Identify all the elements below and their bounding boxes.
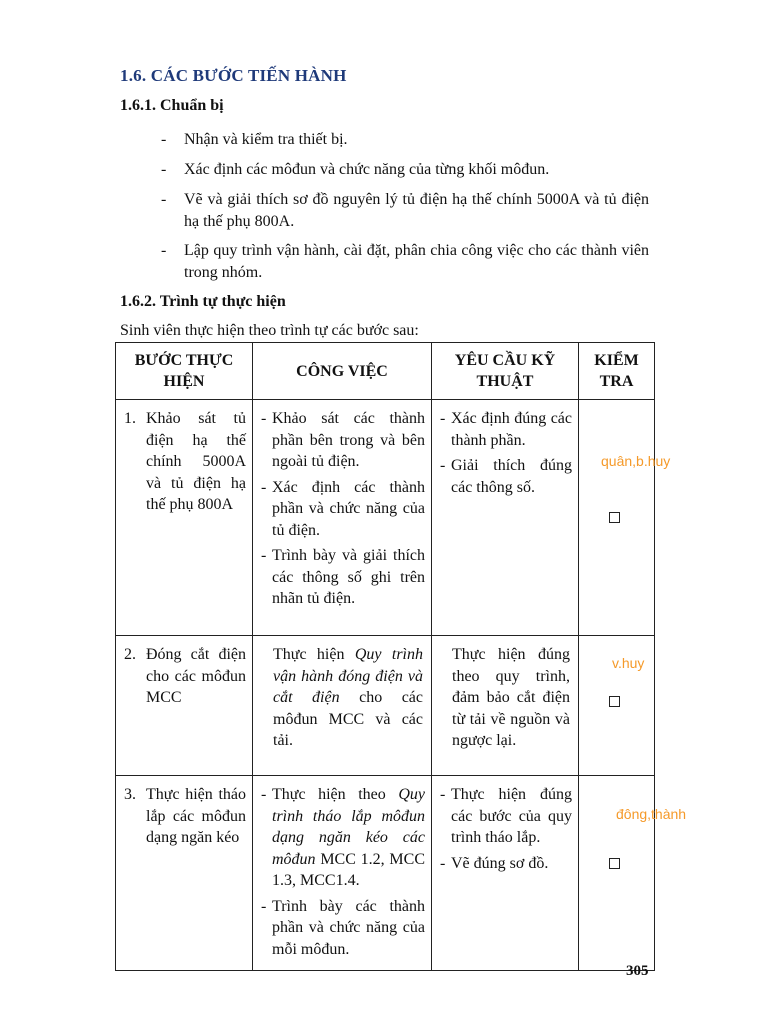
table-row — [116, 636, 655, 776]
table-intro: Sinh viên thực hiện theo trình tự các bước sau: — [120, 322, 419, 339]
check-cell — [579, 400, 655, 636]
prep-heading: 1.6.1. Chuẩn bị — [120, 97, 224, 114]
sequence-heading: 1.6.2. Trình tự thực hiện — [120, 293, 286, 310]
requirement-cell — [432, 636, 579, 776]
bullet-dash: - — [161, 131, 167, 148]
checkbox[interactable] — [609, 696, 620, 707]
prep-item: - Vẽ và giải thích sơ đồ nguyên lý tủ điện hạ thế chính 5000A và tủ điện hạ thế phụ 800A. — [161, 191, 649, 230]
requirement-cell — [432, 776, 579, 971]
prep-item: - Xác định các môđun và chức năng của từng khối môđun. — [161, 159, 649, 181]
header-requirement: YÊU CẦU KỸ THUẬT — [432, 343, 579, 400]
step-cell: 3. Thực hiện tháo lắp các môđun dạng ngăn kéo — [116, 776, 253, 971]
section-heading: 1.6. CÁC BƯỚC TIẾN HÀNH — [120, 66, 347, 85]
header-check: KIỂM TRA — [579, 343, 655, 400]
work-cell — [253, 636, 432, 776]
handwritten-note: quân,b.huy — [601, 453, 671, 469]
bullet-dash: - — [161, 161, 167, 178]
work-item: - Trình bày và giải thích các thông số ghi trên nhãn tủ điện. — [261, 547, 425, 607]
header-step: BƯỚC THỰC HIỆN — [116, 343, 253, 400]
handwritten-note: v.huy — [612, 655, 645, 671]
check-cell — [579, 776, 655, 971]
checkbox[interactable] — [609, 858, 620, 869]
work-cell — [253, 400, 432, 636]
requirement-item: - Xác định đúng các thành phần. — [440, 410, 572, 449]
requirement-item: - Thực hiện đúng các bước của quy trình tháo lắp. — [440, 786, 572, 846]
handwritten-note: đông,thành — [616, 806, 687, 822]
work-item: - Trình bày các thành phần và chức năng của mỗi môđun. — [261, 897, 425, 958]
work-text: Thực hiện Quy trình vận hành đóng điện và cắt điện cho các môđun MCC và các tải. — [273, 646, 423, 749]
requirement-cell — [432, 400, 579, 636]
table-row — [116, 400, 655, 636]
work-item: - Thực hiện theo Quy trình tháo lắp môđun dạng ngăn kéo các môđun MCC 1.2, MCC 1.3, MCC1.4. — [261, 786, 425, 889]
steps-table — [115, 342, 655, 971]
bullet-dash: - — [161, 242, 167, 259]
step-cell: 2. Đóng cắt điện cho các môđun MCC — [116, 636, 253, 776]
work-item: - Khảo sát các thành phần bên trong và bên ngoài tủ điện. — [261, 410, 425, 470]
requirement-item: - Vẽ đúng sơ đồ. — [440, 854, 549, 872]
table-header-row — [116, 343, 655, 400]
bullet-dash: - — [161, 191, 167, 208]
requirement-item: - Giải thích đúng các thông số. — [440, 457, 572, 496]
table-row — [116, 776, 655, 971]
prep-item: - Lập quy trình vận hành, cài đặt, phân chia công việc cho các thành viên trong nhóm. — [161, 242, 649, 281]
step-cell: 1. Khảo sát tủ điện hạ thế chính 5000A và tủ điện hạ thế phụ 800A — [116, 400, 253, 636]
page-number: 305 — [626, 963, 649, 979]
work-item: - Xác định các thành phần và chức năng của tủ điện. — [261, 478, 425, 539]
header-work: CÔNG VIỆC — [253, 343, 432, 400]
requirement-text: Thực hiện đúng theo quy trình, đảm bảo cắt điện từ tải về nguồn và ngược lại. — [452, 646, 570, 749]
checkbox[interactable] — [609, 512, 620, 523]
prep-item: - Nhận và kiểm tra thiết bị. — [161, 129, 649, 151]
work-cell — [253, 776, 432, 971]
